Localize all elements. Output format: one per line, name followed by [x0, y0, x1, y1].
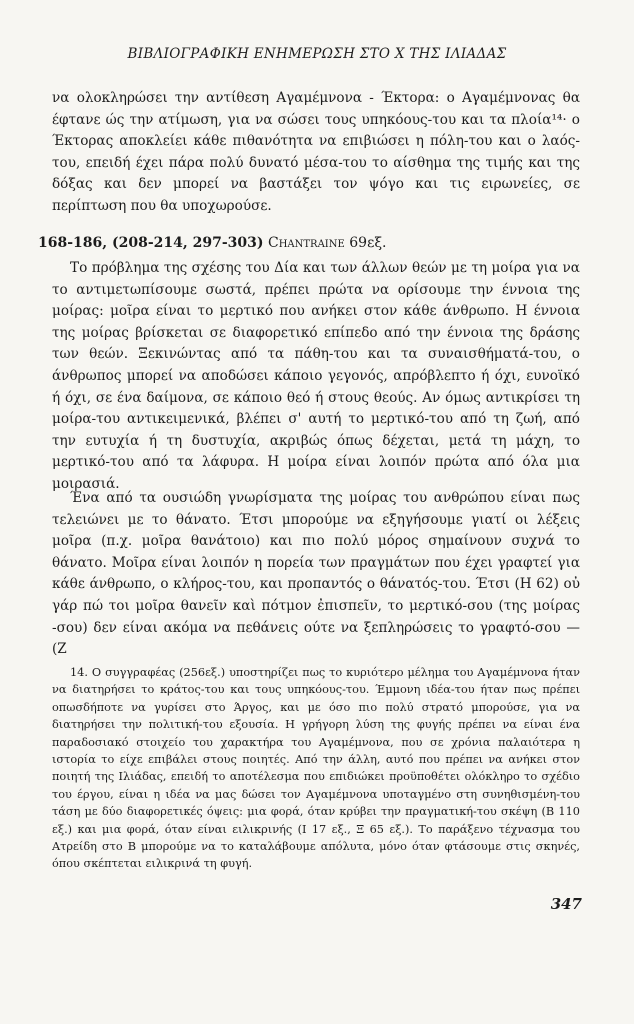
footnote [52, 664, 580, 873]
author-name: Chantraine [267, 235, 345, 251]
paragraph-continued [52, 88, 580, 218]
verse-references: 168-186, (208-214, 297-303) [38, 235, 264, 251]
footnote-text: Ο συγγραφέας (256εξ.) υποστηρίζει πως το κυριότερο μέλημα του Αγαμέμνονα ήταν να διατηρήσει το κράτος-του και τους υπηκόους-του. Έμμονη ιδέα-του ήταν πως πρέπει οπωσδήποτε να γυρίσει στο Άργος, και με όσο πιο πολύ στρατό μπορούσε, για να διατηρήσει την πολιτική-του εξουσία. Η γρήγορη λύση της φυγής πρέπει να είναι ένα παραδοσιακό στοιχείο του χαρακτήρα του Αγαμέμνονα, που σε χρόνια παλαιότερα η ιστορία το είχε επιβάλει στους ποιητές. Από την άλλη, αυτό που πρέπει να ανήκει στον ποιητή της Ιλιάδας, επειδή το αποτέλεσμα που επιδιώκει προϋποθέτει ολόκληρο το σχέδιο του έργου, είναι η ιδέα να μας δώσει τον Αγαμέμνονα υποταγμένο στη συνηθισμένη-του τάση με δύο διαφορετικές όψεις: μια φορά, όταν κρύβει την πραγματική-του σκέψη (Β 110 εξ.) και μια φορά, όταν είναι ειλικρινής (Ι 17 εξ., Ξ 65 εξ.). Το παράξενο τέχνασμα του Ατρείδη στο Β μπορούμε να το καταλάβουμε απόλυτα, μόνο όταν φτάσουμε στις σκηνές, όπου σκέπτεται ειλικρινά τη φυγή. [52, 666, 580, 871]
section-body-2 [52, 488, 580, 661]
paragraph-1: να ολοκληρώσει την αντίθεση Αγαμέμνονα - Έκτορα: ο Αγαμέμνονας θα έφτανε ώς την ατίμωση, για να σώσει τους υπηκόους-του και τα πλοία¹⁴· ο Έκτορας αποκλείει κάθε πιθανότητα να επιβιώσει η πόλη-του και ο λαός-του, επειδή έχει πάρα πολύ δυνατό μέσα-του το αίσθημα της τιμής και της δόξας και δεν μπορεί να βαστάξει τον ψόγο και τις ειρωνείες, σε περίπτωση που θα υποχωρούσε. [52, 90, 580, 214]
section-body [52, 258, 580, 496]
paragraph-2: Το πρόβλημα της σχέσης του Δία και των άλλων θεών με τη μοίρα για να το αντιμετωπίσουμε σωστά, πρέπει πρώτα να ορίσουμε την έννοια της μοίρας: μοῖρα είναι το μερτικό που ανήκει στον κάθε άνθρωπο. Η έννοια της μοίρας βρίσκεται σε διαφορετικό επίπεδο από την έννοια της δράσης των θεών. Ξεκινώντας από τα πάθη-του και τα συναισθήματά-του, ο άνθρωπος μπορεί να αποδώσει κάποιο γεγονός, απρόβλεπτο ή όχι, ευνοϊκό ή όχι, σε ένα δαίμονα, σε κάποιο θεό ή στους θεούς. Αν όμως αντικρίσει τη μοίρα-του αντικειμενικά, βλέπει σ' αυτή το μερτικό-του από τη ζωή, από την ευτυχία ή τη δυστυχία, ακριβώς όπως δέχεται, μετά τη μάχη, το μερτικό-του από τα λάφυρα. Η μοίρα είναι λοιπόν πρώτα από όλα μια μοιρασιά. [52, 260, 580, 492]
page-reference: 69εξ. [349, 235, 387, 251]
running-head: ΒΙΒΛΙΟΓΡΑΦΙΚΗ ΕΝΗΜΕΡΩΣΗ ΣΤΟ Χ ΤΗΣ ΙΛΙΑΔΑΣ [127, 46, 507, 62]
footnote-number: 14. [70, 666, 88, 679]
section-heading [38, 235, 598, 251]
paragraph-3: Ένα από τα ουσιώδη γνωρίσματα της μοίρας του ανθρώπου είναι πως τελειώνει με το θάνατο. Έτσι μπορούμε να εξηγήσουμε γιατί οι λέξεις μοῖρα (π.χ. μοῖρα θανάτοιο) και πιο πολύ μόρος σημαίνουν συχνά το θάνατο. Μοῖρα είναι λοιπόν η πορεία των πραγμάτων που έχει γραφτεί για κάθε άνθρωπο, ο κλήρος-του, και προπαντός ο θάνατός-του. Έτσι (Η 62) οὐ γάρ πώ τοι μοῖρα θανεῖν καὶ πότμον ἐπισπεῖν, το μερτικό-σου (της μοίρας -σου) δεν είναι ακόμα να πεθάνεις ούτε να ξεπληρώσεις το γραφτό-σου — (Ζ [52, 490, 580, 658]
page-number: 347 [550, 895, 582, 913]
